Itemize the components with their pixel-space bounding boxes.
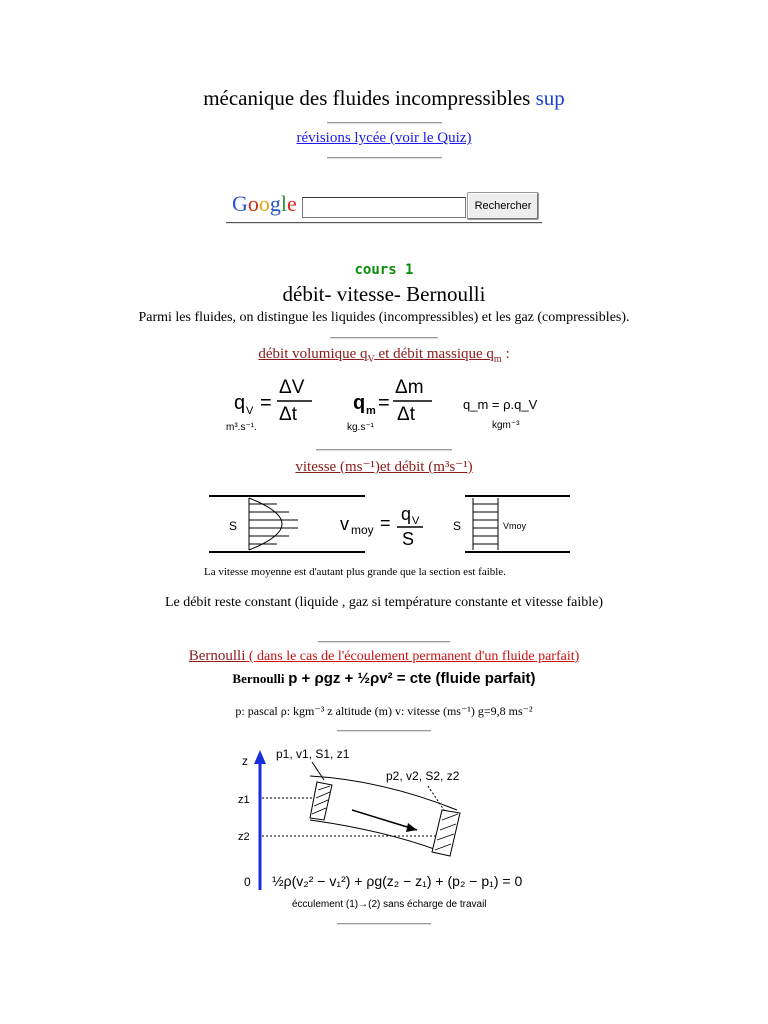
diag-point1: p1, v1, S1, z1	[276, 747, 350, 761]
bernoulli-legend: p: pascal ρ: kgm⁻³ z altitude (m) v: vitesse (ms⁻¹) g=9,8 ms⁻²	[235, 704, 533, 718]
debit-heading	[0, 345, 768, 365]
page-title-text: mécanique des fluides incompressibles	[203, 86, 531, 110]
qv-den: Δt	[279, 404, 297, 425]
divider	[330, 337, 438, 339]
google-logo: Google	[232, 191, 297, 216]
divider	[327, 122, 442, 124]
divider	[226, 222, 542, 224]
diag-caption: écculement (1)→(2) sans écharge de travail	[292, 899, 487, 910]
vmoy-label: v	[340, 514, 349, 534]
debit-heading-sub2: m	[493, 354, 502, 365]
section-2	[432, 810, 460, 856]
qm-sub: m	[366, 405, 376, 417]
subtitle-row	[0, 129, 768, 147]
flow-arrow-head-icon	[406, 823, 417, 832]
vitesse-heading: vitesse (ms⁻¹)et débit (m³s⁻¹)	[295, 459, 473, 475]
bernoulli-heading-row	[0, 647, 768, 665]
divider	[337, 923, 431, 925]
bernoulli-equation	[0, 670, 768, 688]
pointer-2	[428, 786, 444, 810]
course-intro: Parmi les fluides, on distingue les liquides (incompressibles) et les gaz (compressibles).	[138, 310, 630, 325]
revisions-link[interactable]: révisions lycée (voir le Quiz)	[296, 130, 472, 146]
debit-note: Le débit reste constant (liquide , gaz si température constante et vitesse faible)	[164, 595, 604, 610]
qm-lhs: q	[353, 392, 366, 414]
rho-formula: q_m = ρ.q_V	[463, 397, 538, 412]
section-1	[310, 782, 332, 820]
page-title	[0, 86, 768, 111]
frac-den: S	[402, 529, 415, 549]
velocity-arrows	[249, 504, 298, 544]
qv-lhs: q	[234, 392, 246, 414]
course-label: cours 1	[354, 262, 414, 278]
qv-eq: =	[260, 392, 272, 414]
diag-zero: 0	[244, 875, 251, 889]
bernoulli-eq-label: Bernoulli	[232, 671, 285, 686]
frac-num: q	[401, 504, 412, 524]
bernoulli-heading: Bernoulli	[188, 648, 246, 664]
divider	[337, 730, 431, 732]
diag-z: z	[242, 754, 248, 768]
search-input[interactable]	[302, 197, 466, 218]
divider	[316, 449, 452, 451]
debit-heading-part1: débit volumique q	[258, 346, 368, 362]
velocity-diagram	[205, 492, 575, 558]
uniform-arrows	[473, 504, 498, 544]
vmoy-sub: moy	[351, 523, 374, 537]
qm-unit: kg.s⁻¹	[347, 422, 374, 433]
debit-formulas	[220, 372, 550, 434]
diag-equation: ½ρ(v₂² − v₁²) + ρg(z₂ − z₁) + (p₂ − p₁) = 0	[272, 873, 523, 889]
divider	[327, 157, 442, 159]
qm-num: Δm	[395, 377, 424, 398]
vitesse-heading-row	[0, 457, 768, 476]
label-s-right: S	[453, 519, 462, 533]
debit-heading-sub1: V	[367, 354, 375, 365]
qm-eq: =	[378, 392, 390, 414]
qm-den: Δt	[397, 404, 415, 425]
debit-heading-tail: :	[501, 346, 510, 362]
rho-unit: kgm⁻³	[492, 420, 520, 431]
velocity-caption: La vitesse moyenne est d'autant plus grande que la section est faible.	[204, 566, 506, 578]
vmoy-eq: =	[380, 513, 391, 533]
course-heading: débit- vitesse- Bernoulli	[282, 282, 486, 306]
label-s-left: S	[229, 519, 238, 533]
frac-num-sub: V	[412, 515, 420, 527]
qv-num: ΔV	[279, 377, 305, 398]
divider	[318, 641, 450, 643]
qv-sub: V	[246, 405, 254, 417]
tube-bottom	[310, 820, 437, 850]
bernoulli-diagram	[232, 740, 542, 918]
diag-point2: p2, v2, S2, z2	[386, 769, 460, 783]
search-button[interactable]: Rechercher	[467, 192, 539, 220]
pointer-1	[312, 762, 324, 780]
diag-z2: z2	[238, 831, 250, 843]
sup-link[interactable]: sup	[535, 86, 565, 110]
debit-heading-part2: et débit massique q	[374, 346, 494, 362]
bernoulli-detail: ( dans le cas de l'écoulement permanent d'un fluide parfait)	[245, 649, 580, 664]
qv-unit: m³.s⁻¹.	[226, 422, 257, 433]
z-axis-arrow-icon	[254, 750, 266, 764]
vmoy-right: Vmoy	[503, 521, 527, 531]
bernoulli-eq-body: p + ρgz + ½ρv² = cte (fluide parfait)	[288, 670, 536, 687]
velocity-profile	[249, 498, 282, 550]
diag-z1: z1	[238, 794, 250, 806]
